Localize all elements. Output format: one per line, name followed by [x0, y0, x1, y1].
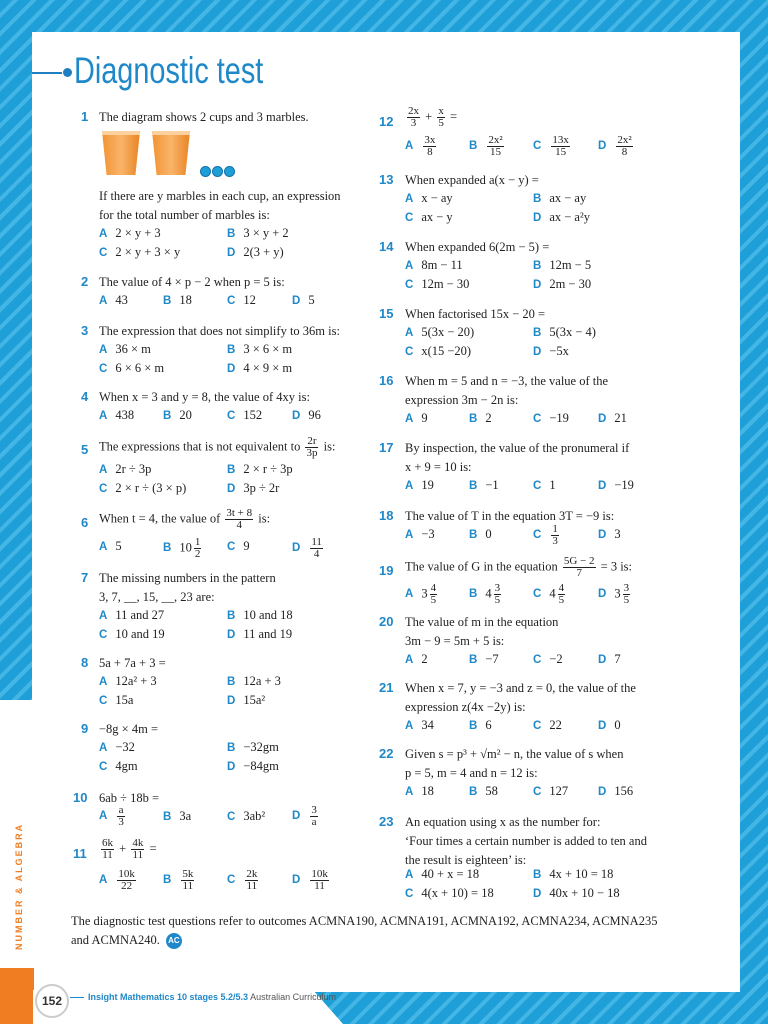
- option-a[interactable]: A 36 × m: [99, 342, 151, 356]
- option-b[interactable]: B 58: [469, 784, 498, 798]
- option-c[interactable]: C 1: [533, 478, 556, 492]
- question-number: 21: [379, 680, 394, 695]
- question-number: 12: [379, 114, 394, 129]
- option-a[interactable]: A 5: [99, 539, 122, 553]
- option-b[interactable]: B −1: [469, 478, 499, 492]
- question-stem: $\frac{2x}{3}$ + $\frac{x}{5}$ =: [408, 105, 457, 129]
- section-label: NUMBER & ALGEBRA: [14, 822, 24, 950]
- option-d[interactable]: D $\frac{3}{a}$: [292, 804, 317, 828]
- question-number: 10: [73, 790, 88, 805]
- option-c[interactable]: C 3ab²: [227, 809, 266, 823]
- question-number: 4: [81, 389, 89, 404]
- question-stem: The expression that does not simplify to 36m is:: [99, 324, 340, 338]
- option-d[interactable]: D 40x + 10 − 18: [533, 886, 620, 900]
- option-a[interactable]: A 40 + x = 18: [405, 867, 480, 881]
- option-a[interactable]: A 3 $\frac{4}{5}$: [405, 582, 437, 606]
- option-d[interactable]: D 2m − 30: [533, 277, 592, 291]
- option-c[interactable]: C 12m − 30: [405, 277, 470, 291]
- option-b[interactable]: B 3 × y + 2: [227, 226, 289, 240]
- option-d[interactable]: D 3: [598, 527, 621, 541]
- option-b[interactable]: B 20: [163, 408, 192, 422]
- question-stem: The diagram shows 2 cups and 3 marbles.: [99, 110, 309, 124]
- option-d[interactable]: D $\frac{\text{2x²}}{8}$: [598, 134, 632, 158]
- option-b[interactable]: B 3a: [163, 809, 192, 823]
- option-c[interactable]: C $\frac{13x}{15}$: [533, 134, 569, 158]
- question-number: 1: [81, 109, 89, 124]
- question-number: 18: [379, 508, 394, 523]
- option-b[interactable]: B 12m − 5: [533, 258, 592, 272]
- question-number: 7: [81, 570, 89, 585]
- option-b[interactable]: B 2 × r ÷ 3p: [227, 462, 293, 476]
- question-number: 19: [379, 563, 394, 578]
- option-c[interactable]: C 10 and 19: [99, 627, 165, 641]
- option-b[interactable]: B 18: [163, 293, 192, 307]
- page-number: 152: [35, 984, 69, 1018]
- option-b[interactable]: B $\frac{\text{2x²}}{15}$: [469, 134, 503, 158]
- footer-book-title: Insight Mathematics 10 stages 5.2/5.3 Australian Curriculum: [88, 992, 337, 1002]
- option-d[interactable]: D 15a²: [227, 693, 266, 707]
- option-a[interactable]: A $\frac{3x}{8}$: [405, 134, 436, 158]
- option-c[interactable]: C 4gm: [99, 759, 138, 773]
- option-b[interactable]: B 10 $\frac{1}{2}$: [163, 536, 201, 560]
- marble-icon: [212, 166, 223, 177]
- option-a[interactable]: A −32: [99, 740, 135, 754]
- footer-arrow-icon: [70, 997, 84, 998]
- question-stem: When m = 5 and n = −3, the value of the: [405, 374, 609, 388]
- question-number: 23: [379, 814, 394, 829]
- option-d[interactable]: D −19: [598, 478, 634, 492]
- question-number: 20: [379, 614, 394, 629]
- question-stem: If there are y marbles in each cup, an expression: [99, 189, 341, 203]
- option-b[interactable]: B −32gm: [227, 740, 279, 754]
- question-stem: By inspection, the value of the pronumeral if: [405, 441, 630, 455]
- ac-badge-icon: AC: [166, 933, 182, 949]
- option-a[interactable]: A 18: [405, 784, 434, 798]
- question-stem: −8g × 4m =: [99, 722, 158, 736]
- question-stem: When expanded 6(2m − 5) =: [405, 240, 550, 254]
- page-title: Diagnostic test: [74, 50, 264, 91]
- question-stem: The value of 4 × p − 2 when p = 5 is:: [99, 275, 285, 289]
- option-d[interactable]: D $\frac{11}{4}$: [292, 536, 322, 560]
- question-number: 6: [81, 515, 89, 530]
- title-bullet-icon: [63, 68, 72, 77]
- option-b[interactable]: B 6: [469, 718, 492, 732]
- question-stem: The missing numbers in the pattern: [99, 571, 276, 585]
- option-c[interactable]: C ax − y: [405, 210, 453, 224]
- question-stem: expression 3m − 2n is:: [405, 393, 519, 407]
- option-c[interactable]: C −19: [533, 411, 569, 425]
- question-stem: ‘Four times a certain number is added to ten and: [405, 834, 647, 848]
- cup-icon: [102, 131, 140, 175]
- option-d[interactable]: D 4 × 9 × m: [227, 361, 293, 375]
- question-number: 11: [73, 846, 87, 861]
- option-a[interactable]: A $\frac{a}{3}$: [99, 804, 124, 828]
- option-a[interactable]: A 43: [99, 293, 128, 307]
- option-a[interactable]: A 11 and 27: [99, 608, 165, 622]
- option-a[interactable]: A $\frac{10k}{22}$: [99, 868, 135, 892]
- question-stem: Given s = p³ + √m² − n, the value of s when: [405, 747, 624, 761]
- option-c[interactable]: C −2: [533, 652, 563, 666]
- question-number: 8: [81, 655, 89, 670]
- option-b[interactable]: B ax − ay: [533, 191, 587, 205]
- option-a[interactable]: A 34: [405, 718, 434, 732]
- option-d[interactable]: D 11 and 19: [227, 627, 293, 641]
- option-d[interactable]: D 5: [292, 293, 315, 307]
- option-d[interactable]: D 0: [598, 718, 621, 732]
- option-b[interactable]: B 3 × 6 × m: [227, 342, 293, 356]
- option-c[interactable]: C 4 $\frac{4}{5}$: [533, 582, 565, 606]
- option-d[interactable]: D −5x: [533, 344, 569, 358]
- option-d[interactable]: D 156: [598, 784, 634, 798]
- question-stem: When expanded a(x − y) =: [405, 173, 539, 187]
- question-stem: The value of G in the equation $\frac{5G - 2}{7}$ = 3 is:: [405, 555, 633, 579]
- question-stem: An equation using x as the number for:: [405, 815, 601, 829]
- option-c[interactable]: C 2 × y + 3 × y: [99, 245, 181, 259]
- option-a[interactable]: A 2: [405, 652, 428, 666]
- question-stem: p = 5, m = 4 and n = 12 is:: [405, 766, 538, 780]
- question-stem: When factorised 15x − 20 =: [405, 307, 546, 321]
- question-stem: 3m − 9 = 5m + 5 is:: [405, 634, 505, 648]
- question-number: 14: [379, 239, 394, 254]
- option-c[interactable]: C $\frac{2k}{11}$: [227, 868, 258, 892]
- question-number: 22: [379, 746, 394, 761]
- question-stem: When x = 7, y = −3 and z = 0, the value of the: [405, 681, 636, 695]
- option-d[interactable]: D −84gm: [227, 759, 279, 773]
- option-b[interactable]: B 12a + 3: [227, 674, 281, 688]
- question-number: 9: [81, 721, 89, 736]
- option-b[interactable]: B 10 and 18: [227, 608, 293, 622]
- option-b[interactable]: B −7: [469, 652, 499, 666]
- question-number: 13: [379, 172, 394, 187]
- option-b[interactable]: B 4x + 10 = 18: [533, 867, 614, 881]
- option-d[interactable]: D ax − a²y: [533, 210, 590, 224]
- question-stem: 5a + 7a + 3 =: [99, 656, 166, 670]
- question-stem: When t = 4, the value of $\frac{3t + 8}{4}$ is:: [99, 507, 271, 531]
- title-line: [32, 72, 62, 74]
- option-d[interactable]: D 96: [292, 408, 321, 422]
- option-c[interactable]: C 127: [533, 784, 569, 798]
- option-b[interactable]: B 2: [469, 411, 492, 425]
- option-a[interactable]: A 438: [99, 408, 135, 422]
- marble-icon: [200, 166, 211, 177]
- question-stem: expression z(4x −2y) is:: [405, 700, 526, 714]
- option-c[interactable]: C x(15 −20): [405, 344, 472, 358]
- question-stem: $\frac{6k}{11}$ + $\frac{4k}{11}$ =: [102, 837, 157, 861]
- option-a[interactable]: A 8m − 11: [405, 258, 463, 272]
- question-stem: for the total number of marbles is:: [99, 208, 270, 222]
- question-stem: x + 9 = 10 is:: [405, 460, 472, 474]
- option-c[interactable]: C 9: [227, 539, 250, 553]
- question-number: 15: [379, 306, 394, 321]
- option-c[interactable]: C 15a: [99, 693, 134, 707]
- question-stem: The expressions that is not equivalent to $\frac{2r}{3p}$ is:: [99, 435, 336, 459]
- option-b[interactable]: B 0: [469, 527, 492, 541]
- option-a[interactable]: A 19: [405, 478, 434, 492]
- option-d[interactable]: D 3 $\frac{3}{5}$: [598, 582, 630, 606]
- option-c[interactable]: C 12: [227, 293, 256, 307]
- cup-icon: [152, 131, 190, 175]
- option-a[interactable]: A 2r ÷ 3p: [99, 462, 152, 476]
- option-c[interactable]: C 6 × 6 × m: [99, 361, 165, 375]
- question-stem: The value of m in the equation: [405, 615, 559, 629]
- curriculum-note: The diagnostic test questions refer to outcomes ACMNA190, ACMNA191, ACMNA192, ACMNA234, ACMNA235 and ACMNA240. AC: [71, 912, 671, 950]
- option-d[interactable]: D $\frac{10k}{11}$: [292, 868, 328, 892]
- option-a[interactable]: A 2 × y + 3: [99, 226, 161, 240]
- option-d[interactable]: D 3p ÷ 2r: [227, 481, 280, 495]
- option-c[interactable]: C 22: [533, 718, 562, 732]
- option-d[interactable]: D 2(3 + y): [227, 245, 284, 259]
- question-number: 17: [379, 440, 394, 455]
- option-c[interactable]: C 152: [227, 408, 263, 422]
- option-c[interactable]: C 2 × r ÷ (3 × p): [99, 481, 187, 495]
- option-a[interactable]: A 5(3x − 20): [405, 325, 475, 339]
- corner-tab: [0, 968, 34, 1024]
- option-b[interactable]: B 4 $\frac{3}{5}$: [469, 582, 501, 606]
- option-d[interactable]: D 7: [598, 652, 621, 666]
- option-a[interactable]: A −3: [405, 527, 435, 541]
- option-c[interactable]: C $\frac{1}{3}$: [533, 523, 558, 547]
- question-number: 2: [81, 274, 89, 289]
- option-a[interactable]: A 9: [405, 411, 428, 425]
- marble-icon: [224, 166, 235, 177]
- question-number: 16: [379, 373, 394, 388]
- question-stem: 6ab ÷ 18b =: [99, 791, 160, 805]
- question-stem: When x = 3 and y = 8, the value of 4xy is:: [99, 390, 310, 404]
- question-number: 3: [81, 323, 89, 338]
- option-a[interactable]: A 12a² + 3: [99, 674, 157, 688]
- question-stem: the result is eighteen’ is:: [405, 853, 527, 867]
- option-b[interactable]: B 5(3x − 4): [533, 325, 596, 339]
- question-stem: 3, 7, __, 15, __, 23 are:: [99, 590, 215, 604]
- question-number: 5: [81, 442, 89, 457]
- option-c[interactable]: C 4(x + 10) = 18: [405, 886, 494, 900]
- option-d[interactable]: D 21: [598, 411, 627, 425]
- option-b[interactable]: B $\frac{5k}{11}$: [163, 868, 194, 892]
- question-stem: The value of T in the equation 3T = −9 is:: [405, 509, 615, 523]
- option-a[interactable]: A x − ay: [405, 191, 453, 205]
